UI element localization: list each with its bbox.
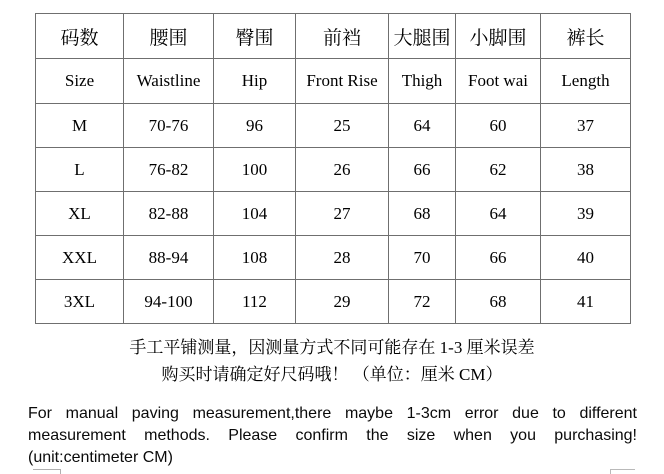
- cell-size: M: [36, 104, 124, 148]
- cell-waist: 76-82: [124, 148, 214, 192]
- col-header-en-length: Length: [541, 59, 631, 104]
- cell-waist: 82-88: [124, 192, 214, 236]
- note-en-line2: measurement methods. Please confirm the size when you purchasing!: [28, 427, 637, 444]
- note-zh-line1: 手工平铺测量，因测量方式不同可能存在 1-3 厘米误差: [129, 338, 535, 357]
- col-header-zh-waist: 腰围: [124, 14, 214, 59]
- cell-length: 40: [541, 236, 631, 280]
- cell-hip: 108: [214, 236, 296, 280]
- cell-size: L: [36, 148, 124, 192]
- table-row-m: [36, 104, 631, 148]
- table-row-l: [36, 148, 631, 192]
- cell-waist: 70-76: [124, 104, 214, 148]
- cutoff-table-fragment-left: [33, 469, 61, 474]
- size-chart-table: [35, 13, 631, 324]
- col-header-en-size: Size: [36, 59, 124, 104]
- cell-hip: 112: [214, 280, 296, 324]
- cutoff-table-fragment-right: [610, 469, 635, 474]
- col-header-zh-size: 码数: [36, 14, 124, 59]
- cell-size: 3XL: [36, 280, 124, 324]
- cell-hip: 96: [214, 104, 296, 148]
- cell-size: XXL: [36, 236, 124, 280]
- cell-length: 37: [541, 104, 631, 148]
- header-row-english: [36, 59, 631, 104]
- cell-thigh: 72: [389, 280, 456, 324]
- col-header-en-waist: Waistline: [124, 59, 214, 104]
- cell-thigh: 70: [389, 236, 456, 280]
- table-row-xxl: [36, 236, 631, 280]
- cell-foot: 62: [456, 148, 541, 192]
- cell-length: 39: [541, 192, 631, 236]
- cell-rise: 26: [296, 148, 389, 192]
- col-header-en-thigh: Thigh: [389, 59, 456, 104]
- cell-rise: 27: [296, 192, 389, 236]
- cell-foot: 66: [456, 236, 541, 280]
- col-header-zh-footwidth: 小脚围: [456, 14, 541, 59]
- cell-hip: 100: [214, 148, 296, 192]
- note-en-line3: (unit:centimeter CM): [28, 449, 173, 466]
- cell-thigh: 66: [389, 148, 456, 192]
- cell-waist: 94-100: [124, 280, 214, 324]
- col-header-en-frontrise: Front Rise: [296, 59, 389, 104]
- cell-foot: 60: [456, 104, 541, 148]
- cell-length: 41: [541, 280, 631, 324]
- cell-thigh: 68: [389, 192, 456, 236]
- cell-rise: 28: [296, 236, 389, 280]
- col-header-en-hip: Hip: [214, 59, 296, 104]
- cell-size: XL: [36, 192, 124, 236]
- note-en-line1: For manual paving measurement,there maybe 1-3cm error due to different: [28, 405, 637, 422]
- cell-rise: 29: [296, 280, 389, 324]
- table-row-xl: [36, 192, 631, 236]
- cell-foot: 64: [456, 192, 541, 236]
- col-header-zh-frontrise: 前裆: [296, 14, 389, 59]
- table-row-3xl: [36, 280, 631, 324]
- measurement-note-chinese: [0, 334, 664, 388]
- header-row-chinese: [36, 14, 631, 59]
- cell-thigh: 64: [389, 104, 456, 148]
- cell-waist: 88-94: [124, 236, 214, 280]
- col-header-en-footwidth: Foot wai: [456, 59, 541, 104]
- col-header-zh-length: 裤长: [541, 14, 631, 59]
- col-header-zh-hip: 臀围: [214, 14, 296, 59]
- col-header-zh-thigh: 大腿围: [389, 14, 456, 59]
- measurement-note-english: [28, 403, 637, 469]
- cell-rise: 25: [296, 104, 389, 148]
- cell-length: 38: [541, 148, 631, 192]
- cell-foot: 68: [456, 280, 541, 324]
- cell-hip: 104: [214, 192, 296, 236]
- note-zh-line2: 购买时请确定好尺码哦！ （单位：厘米 CM）: [161, 365, 503, 384]
